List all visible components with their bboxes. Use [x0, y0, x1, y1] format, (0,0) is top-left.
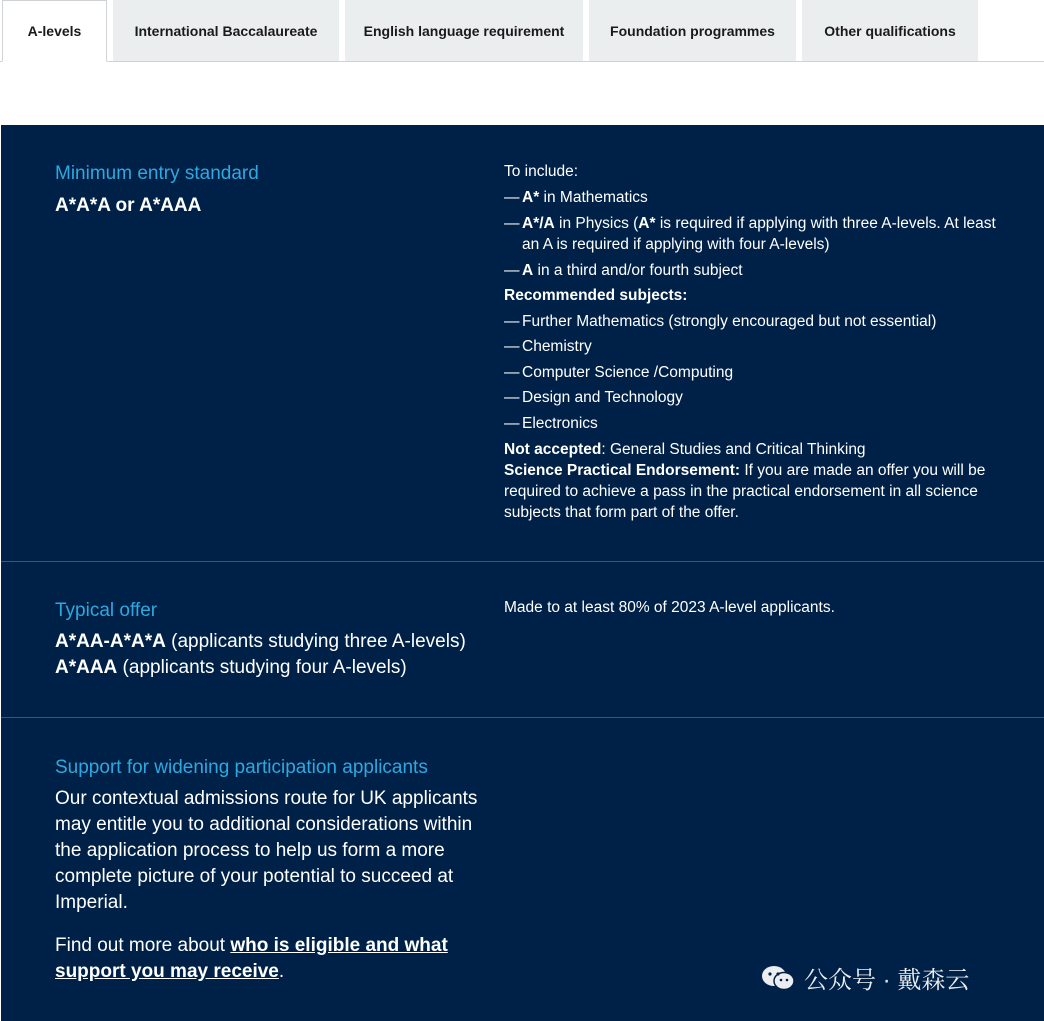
qualification-tabs — [0, 0, 1044, 62]
typical-offer-four: A*AAA (applicants studying four A-levels) — [55, 657, 407, 678]
list-item: — Computer Science /Computing — [504, 364, 734, 381]
find-out-more: Find out more about who is eligible and what support you may receive. — [55, 935, 448, 982]
recommended-label: Recommended subjects: — [504, 287, 688, 304]
list-item: — A* in Mathematics — [504, 189, 648, 206]
wechat-icon — [760, 964, 796, 992]
tab-other-qualifications[interactable]: Other qualifications — [802, 0, 978, 61]
eligibility-link[interactable]: who is eligible and what support you may receive — [55, 935, 448, 982]
tab-english-language-requirement[interactable]: English language requirement — [345, 0, 583, 61]
list-item: — A*/A in Physics (A* is required if applying with three A-levels. At least an A is required if applying with four A-levels) — [504, 215, 996, 253]
typical-offer-heading: Typical offer — [55, 600, 158, 621]
not-accepted: Not accepted: General Studies and Critical Thinking — [504, 441, 866, 458]
minimum-entry-details — [504, 161, 1004, 523]
entry-requirements-panel — [1, 125, 1044, 1021]
watermark — [760, 960, 969, 995]
tab-international-baccalaureate[interactable]: International Baccalaureate — [113, 0, 339, 61]
recommended-list — [504, 311, 1004, 434]
tab-foundation-programmes[interactable]: Foundation programmes — [589, 0, 796, 61]
include-list — [504, 187, 1004, 281]
widening-participation-body: Our contextual admissions route for UK applicants may entitle you to additional considerations within the application process to help us form a more complete picture of your potential to succeed at Imperial. — [55, 788, 478, 913]
to-include-label: To include: — [504, 163, 579, 180]
section-divider — [1, 717, 1044, 718]
science-practical-endorsement: Science Practical Endorsement: If you are made an offer you will be required to achieve a pass in the practical endorsement in all science subjects that form part of the offer. — [504, 462, 986, 521]
typical-offer-note: Made to at least 80% of 2023 A-level applicants. — [504, 599, 835, 616]
typical-offer-three: A*AA-A*A*A (applicants studying three A-levels) — [55, 631, 466, 652]
list-item: — Further Mathematics (strongly encouraged but not essential) — [504, 313, 937, 330]
widening-participation-heading: Support for widening participation applicants — [55, 757, 428, 778]
list-item: — Electronics — [504, 415, 598, 432]
minimum-entry-grade: A*A*A or A*AAA — [55, 195, 202, 216]
watermark-text: 公众号 · 戴森云 — [804, 967, 970, 994]
section-divider — [1, 561, 1044, 562]
list-item: — Chemistry — [504, 338, 592, 355]
minimum-entry-heading: Minimum entry standard — [55, 163, 259, 184]
tab-a-levels[interactable]: A-levels — [2, 0, 107, 62]
list-item: — Design and Technology — [504, 389, 683, 406]
list-item: — A in a third and/or fourth subject — [504, 262, 743, 279]
